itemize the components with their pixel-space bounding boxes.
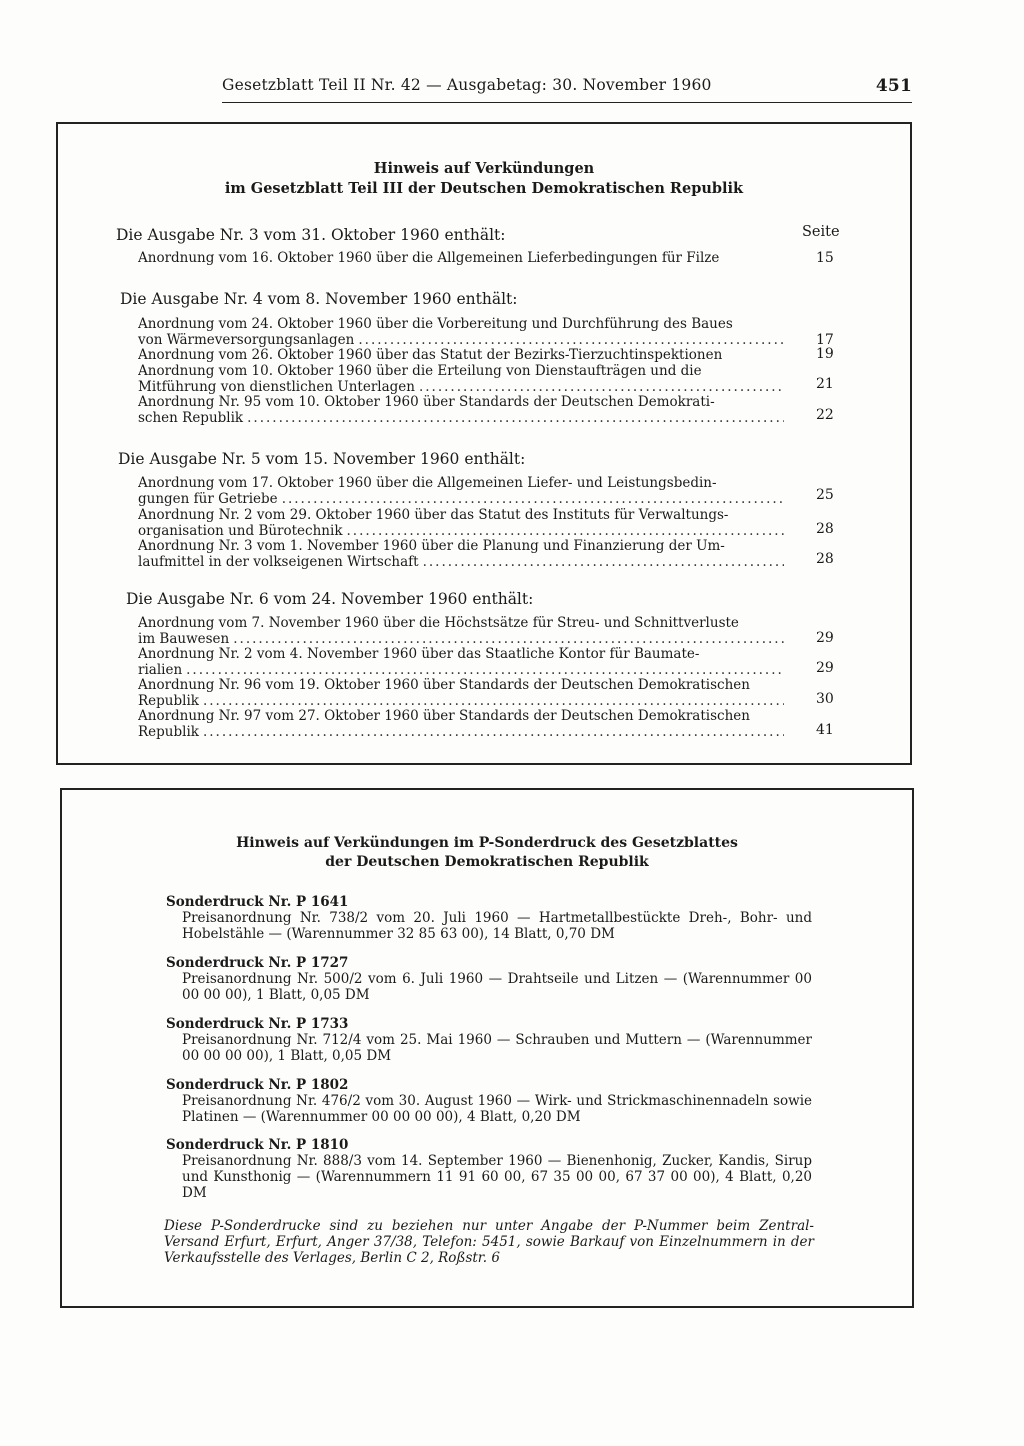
sonderdruck-title: Sonderdruck Nr. P 1802 xyxy=(166,1077,349,1093)
entry-page-number: 28 xyxy=(816,551,834,567)
issue-entry: Anordnung vom 26. Oktober 1960 über das Statut der Bezirks-Tierzuchtinspektionen xyxy=(138,348,723,363)
page-header xyxy=(222,76,912,102)
sonderdruck-item xyxy=(166,1016,812,1064)
page-number: 451 xyxy=(875,76,912,96)
sonderdruck-text: Preisanordnung Nr. 888/3 vom 14. September 1960 — Bienenhonig, Zucker, Kandis, Sirup und Kunsthonig — (Warennummern 11 91 60 00, 67 35 00 00, 67 37 00 00), 4 Blatt, 0,20 DM xyxy=(182,1153,812,1201)
entry-page-number: 28 xyxy=(816,521,834,537)
sonderdruck-text: Preisanordnung Nr. 500/2 vom 6. Juli 1960 — Drahtseile und Litzen — (Warennummer 00 00 00 00), 1 Blatt, 0,05 DM xyxy=(182,971,812,1003)
sonderdruck-text: Preisanordnung Nr. 476/2 vom 30. August 1960 — Wirk- und Strickmaschinennadeln sowie Platinen — (Warennummer 00 00 00 00), 4 Blatt, 0,20 DM xyxy=(182,1093,812,1125)
issue-entry: Anordnung vom 7. November 1960 über die Höchstsätze für Streu- und Schnittverluste im Bauwesen ..... xyxy=(138,616,784,647)
entry-page-number: 15 xyxy=(816,250,834,266)
box1-heading-line1: Hinweis auf Verkündungen xyxy=(373,160,595,177)
issue-entry: Anordnung Nr. 95 vom 10. Oktober 1960 über Standards der Deutschen Demokrati- schen Republik ..... xyxy=(138,395,784,426)
seite-column-label: Seite xyxy=(802,224,840,240)
issue-entry: Anordnung vom 16. Oktober 1960 über die Allgemeinen Lieferbedingungen für Filze xyxy=(138,251,720,266)
ordering-notice: Diese P-Sonderdrucke sind zu beziehen nur unter Angabe der P-Nummer beim Zentral-Versand Erfurt, Erfurt, Anger 37/38, Telefon: 5451, sowie Barkauf von Einzelnummern in der Verkaufsstelle des Verlages, Berlin C 2, Roßstr. 6 xyxy=(164,1218,814,1266)
issue-entry: Anordnung Nr. 97 vom 27. Oktober 1960 über Standards der Deutschen Demokratischen Republik ..... xyxy=(138,709,784,740)
running-title: Gesetzblatt Teil II Nr. 42 — Ausgabetag: 30. November 1960 xyxy=(222,76,712,94)
issue-entry: Anordnung Nr. 3 vom 1. November 1960 über die Planung und Finanzierung der Um- laufmittel in der volkseigenen Wirtschaft ..... xyxy=(138,539,784,570)
entry-page-number: 22 xyxy=(816,407,834,423)
p-sonderdruck-notice-box xyxy=(60,788,914,1308)
sonderdruck-item xyxy=(166,1137,812,1201)
issue-entry: Anordnung vom 17. Oktober 1960 über die Allgemeinen Liefer- und Leistungsbedin- gungen für Getriebe ..... xyxy=(138,476,784,507)
issue-entry: Anordnung Nr. 2 vom 4. November 1960 über das Staatliche Kontor für Baumate- rialien ..... xyxy=(138,647,784,678)
issue-title: Die Ausgabe Nr. 3 vom 31. Oktober 1960 enthält: xyxy=(116,226,506,244)
sonderdruck-text: Preisanordnung Nr. 738/2 vom 20. Juli 1960 — Hartmetallbestückte Dreh-, Bohr- und Hobelstähle — (Warennummer 32 85 63 00), 14 Blatt, 0,70 DM xyxy=(182,910,812,942)
sonderdruck-text: Preisanordnung Nr. 712/4 vom 25. Mai 1960 — Schrauben und Muttern — (Warennummer 00 00 00 00), 1 Blatt, 0,05 DM xyxy=(182,1032,812,1064)
box1-heading-line2: im Gesetzblatt Teil III der Deutschen Demokratischen Republik xyxy=(224,180,744,197)
gesetzblatt-teil-iii-notice-box xyxy=(56,122,912,765)
issue-entry: Anordnung vom 10. Oktober 1960 über die Erteilung von Dienstaufträgen und die Mitführung von dienstlichen Unterlagen ..... xyxy=(138,364,784,395)
entry-page-number: 29 xyxy=(816,660,834,676)
entry-page-number: 25 xyxy=(816,487,834,503)
sonderdruck-title: Sonderdruck Nr. P 1641 xyxy=(166,894,349,910)
box2-heading-line1: Hinweis auf Verkündungen im P-Sonderdruck des Gesetzblattes xyxy=(236,835,738,851)
sonderdruck-item xyxy=(166,955,812,1003)
box2-heading-line2: der Deutschen Demokratischen Republik xyxy=(325,854,649,870)
sonderdruck-title: Sonderdruck Nr. P 1810 xyxy=(166,1137,349,1153)
issue-entry: Anordnung Nr. 2 vom 29. Oktober 1960 über das Statut des Instituts für Verwaltungs- organisation und Bürotechnik ..... xyxy=(138,508,784,539)
sonderdruck-title: Sonderdruck Nr. P 1733 xyxy=(166,1016,349,1032)
issue-title: Die Ausgabe Nr. 4 vom 8. November 1960 enthält: xyxy=(120,290,518,308)
entry-page-number: 17 xyxy=(816,332,834,348)
entry-page-number: 29 xyxy=(816,630,834,646)
entry-page-number: 19 xyxy=(816,346,834,362)
sonderdruck-item xyxy=(166,894,812,942)
entry-page-number: 41 xyxy=(816,722,834,738)
issue-title: Die Ausgabe Nr. 6 vom 24. November 1960 enthält: xyxy=(126,590,534,608)
sonderdruck-item xyxy=(166,1077,812,1125)
sonderdruck-title: Sonderdruck Nr. P 1727 xyxy=(166,955,349,971)
issue-entry: Anordnung Nr. 96 vom 19. Oktober 1960 über Standards der Deutschen Demokratischen Republik ..... xyxy=(138,678,784,709)
entry-page-number: 30 xyxy=(816,691,834,707)
issue-title: Die Ausgabe Nr. 5 vom 15. November 1960 enthält: xyxy=(118,450,526,468)
issue-entry: Anordnung vom 24. Oktober 1960 über die Vorbereitung und Durchführung des Baues von Wärmeversorgungsanlagen ..... xyxy=(138,317,784,348)
header-rule xyxy=(222,102,912,103)
entry-page-number: 21 xyxy=(816,376,834,392)
